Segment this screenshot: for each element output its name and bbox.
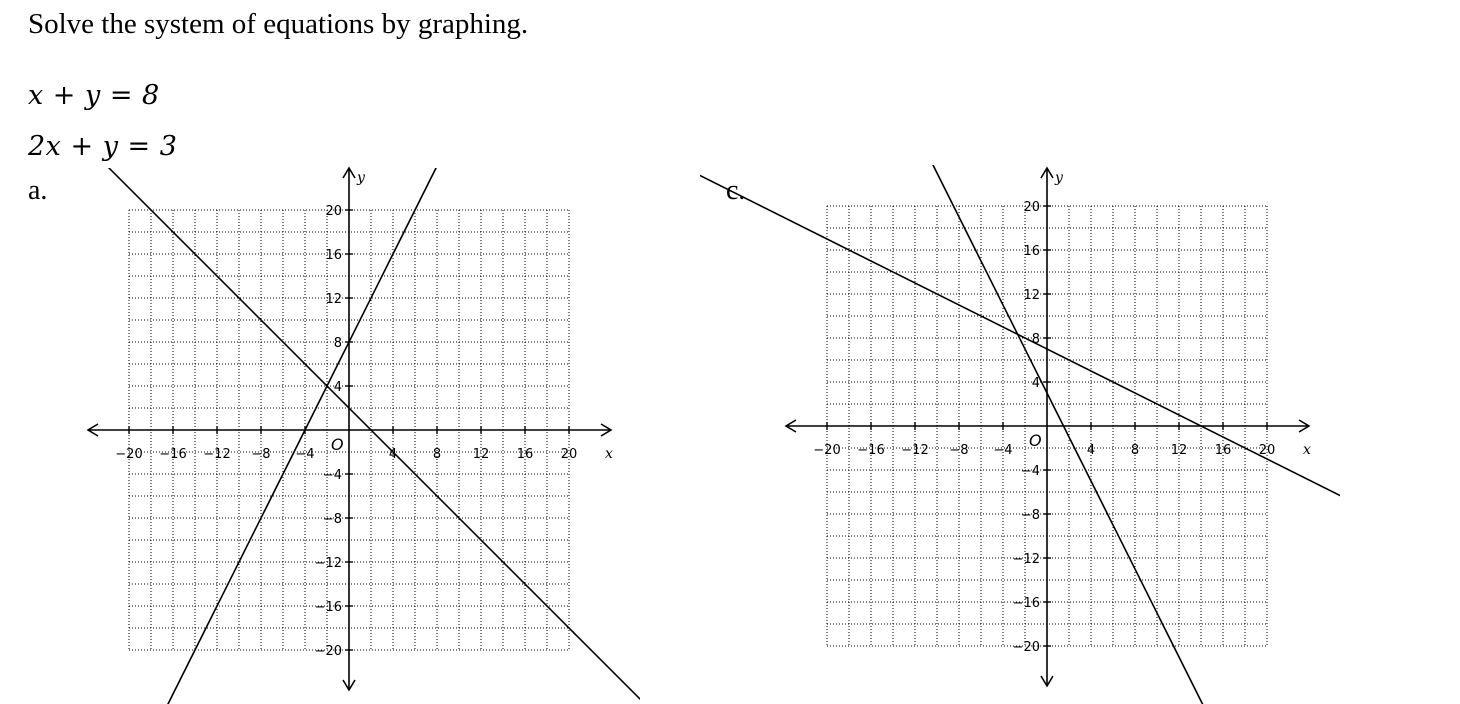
x-tick-label: 8 <box>1130 443 1140 458</box>
y-tick-label: 12 <box>1023 288 1040 303</box>
y-tick-label: 20 <box>325 204 342 219</box>
y-tick-label: 16 <box>1023 244 1040 259</box>
y-tick-label: 4 <box>333 380 342 395</box>
y-tick-label: 12 <box>325 292 342 307</box>
x-tick-label: 12 <box>1170 443 1188 458</box>
x-tick-label: 20 <box>560 447 578 462</box>
y-tick-label: 16 <box>325 248 342 263</box>
graphed-line-1 <box>607 129 1340 569</box>
y-axis-name: y <box>357 170 365 186</box>
y-tick-label: −12 <box>314 556 342 571</box>
x-tick-label: 12 <box>472 447 490 462</box>
y-tick-label: −12 <box>1012 552 1040 567</box>
x-tick-label: 8 <box>432 447 442 462</box>
x-tick-label: −16 <box>159 447 187 462</box>
x-tick-label: 4 <box>1086 443 1096 458</box>
x-tick-label: −8 <box>949 443 969 458</box>
y-tick-label: −20 <box>1012 640 1040 655</box>
choice-c-label[interactable]: c. <box>726 175 746 206</box>
y-tick-label: 8 <box>1031 332 1040 347</box>
y-tick-label: 8 <box>333 336 342 351</box>
x-tick-label: −4 <box>993 443 1013 458</box>
x-axis-name: x <box>605 446 613 462</box>
y-tick-label: 4 <box>1031 376 1040 391</box>
x-tick-label: −12 <box>203 447 231 462</box>
x-tick-label: −12 <box>901 443 929 458</box>
graphed-line-2 <box>607 0 1340 704</box>
choice-a-label[interactable]: a. <box>28 175 48 206</box>
question-prompt: Solve the system of equations by graphing. <box>28 8 529 40</box>
x-tick-label: 16 <box>1214 443 1232 458</box>
x-tick-label: −4 <box>295 447 315 462</box>
x-tick-label: −20 <box>115 447 143 462</box>
origin-label: O <box>331 435 344 454</box>
y-tick-label: −4 <box>1020 464 1040 479</box>
y-tick-label: −16 <box>1012 596 1040 611</box>
y-axis-name: y <box>1055 170 1063 186</box>
equation-1: x + y = 8 <box>28 80 160 111</box>
x-tick-label: −16 <box>857 443 885 458</box>
x-tick-label: 4 <box>388 447 398 462</box>
equation-2: 2x + y = 3 <box>28 131 178 162</box>
x-tick-label: −8 <box>251 447 271 462</box>
x-tick-label: 20 <box>1258 443 1276 458</box>
y-tick-label: 20 <box>1023 200 1040 215</box>
x-tick-label: −20 <box>813 443 841 458</box>
x-axis-name: x <box>1303 442 1311 458</box>
y-tick-label: −16 <box>314 600 342 615</box>
y-tick-label: −4 <box>322 468 342 483</box>
y-tick-label: −20 <box>314 644 342 659</box>
y-tick-label: −8 <box>322 512 342 527</box>
origin-label: O <box>1029 431 1042 450</box>
x-tick-label: 16 <box>516 447 534 462</box>
y-tick-label: −8 <box>1020 508 1040 523</box>
